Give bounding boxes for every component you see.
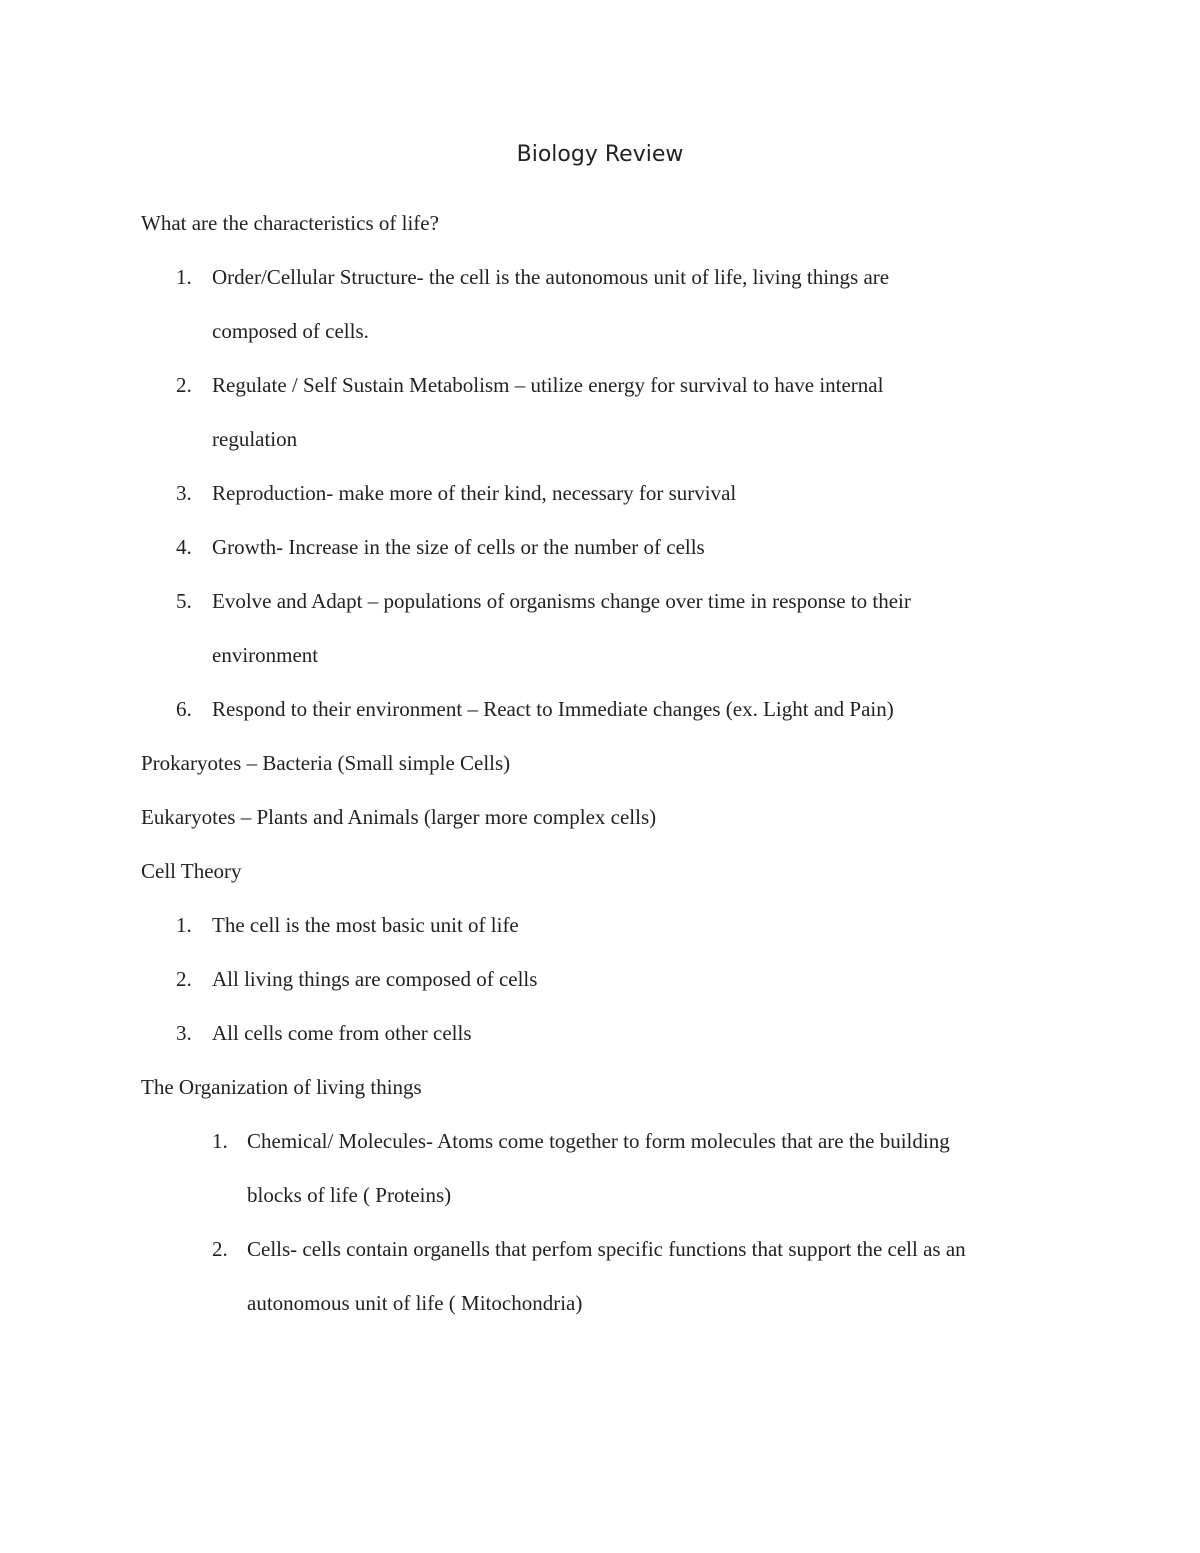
list-number: 6. [176, 697, 192, 721]
cell-theory-heading: Cell Theory [141, 859, 242, 883]
list-item-text: Reproduction- make more of their kind, necessary for survival [212, 481, 737, 505]
list-item [141, 1114, 1081, 1222]
document-body [141, 196, 1081, 1330]
list-number: 1. [176, 913, 192, 937]
list-item [141, 898, 1081, 952]
list-number: 3. [176, 1021, 192, 1045]
list-number: 2. [212, 1237, 228, 1261]
document-title: Biology Review [516, 142, 684, 167]
cell-theory-list [141, 898, 1081, 1060]
list-number: 1. [212, 1129, 228, 1153]
list-item [141, 952, 1081, 1006]
list-number: 5. [176, 589, 192, 613]
list-item-text: All cells come from other cells [212, 1021, 472, 1045]
list-item [141, 520, 1081, 574]
list-item [141, 358, 1081, 466]
list-item [141, 1222, 1081, 1330]
list-item [141, 682, 1081, 736]
list-item-text: Cells- cells contain organells that perfom specific functions that support the cell as an [247, 1237, 966, 1261]
list-item-text: autonomous unit of life ( Mitochondria) [247, 1291, 583, 1315]
list-item [141, 1006, 1081, 1060]
list-item-text: Respond to their environment – React to Immediate changes (ex. Light and Pain) [212, 697, 894, 721]
list-item-text: Order/Cellular Structure- the cell is the autonomous unit of life, living things are [212, 265, 890, 289]
list-item [141, 250, 1081, 358]
list-number: 2. [176, 373, 192, 397]
list-number: 4. [176, 535, 192, 559]
list-item-text: Growth- Increase in the size of cells or the number of cells [212, 535, 705, 559]
organization-heading: The Organization of living things [141, 1075, 422, 1099]
list-item-text: All living things are composed of cells [212, 967, 538, 991]
list-number: 3. [176, 481, 192, 505]
characteristics-question: What are the characteristics of life? [141, 211, 439, 235]
eukaryotes-definition: Eukaryotes – Plants and Animals (larger more complex cells) [141, 805, 657, 829]
list-item [141, 466, 1081, 520]
list-item-text: environment [212, 643, 319, 667]
list-item [141, 574, 1081, 682]
list-item-text: blocks of life ( Proteins) [247, 1183, 452, 1207]
list-item-text: The cell is the most basic unit of life [212, 913, 519, 937]
prokaryotes-definition: Prokaryotes – Bacteria (Small simple Cells) [141, 751, 511, 775]
list-item-text: composed of cells. [212, 319, 369, 343]
list-number: 1. [176, 265, 192, 289]
list-item-text: Regulate / Self Sustain Metabolism – utilize energy for survival to have internal [212, 373, 884, 397]
list-item-text: Chemical/ Molecules- Atoms come together to form molecules that are the building [247, 1129, 950, 1153]
list-item-text: Evolve and Adapt – populations of organisms change over time in response to their [212, 589, 911, 613]
list-number: 2. [176, 967, 192, 991]
characteristics-list [141, 250, 1081, 736]
organization-list [141, 1114, 1081, 1330]
list-item-text: regulation [212, 427, 298, 451]
